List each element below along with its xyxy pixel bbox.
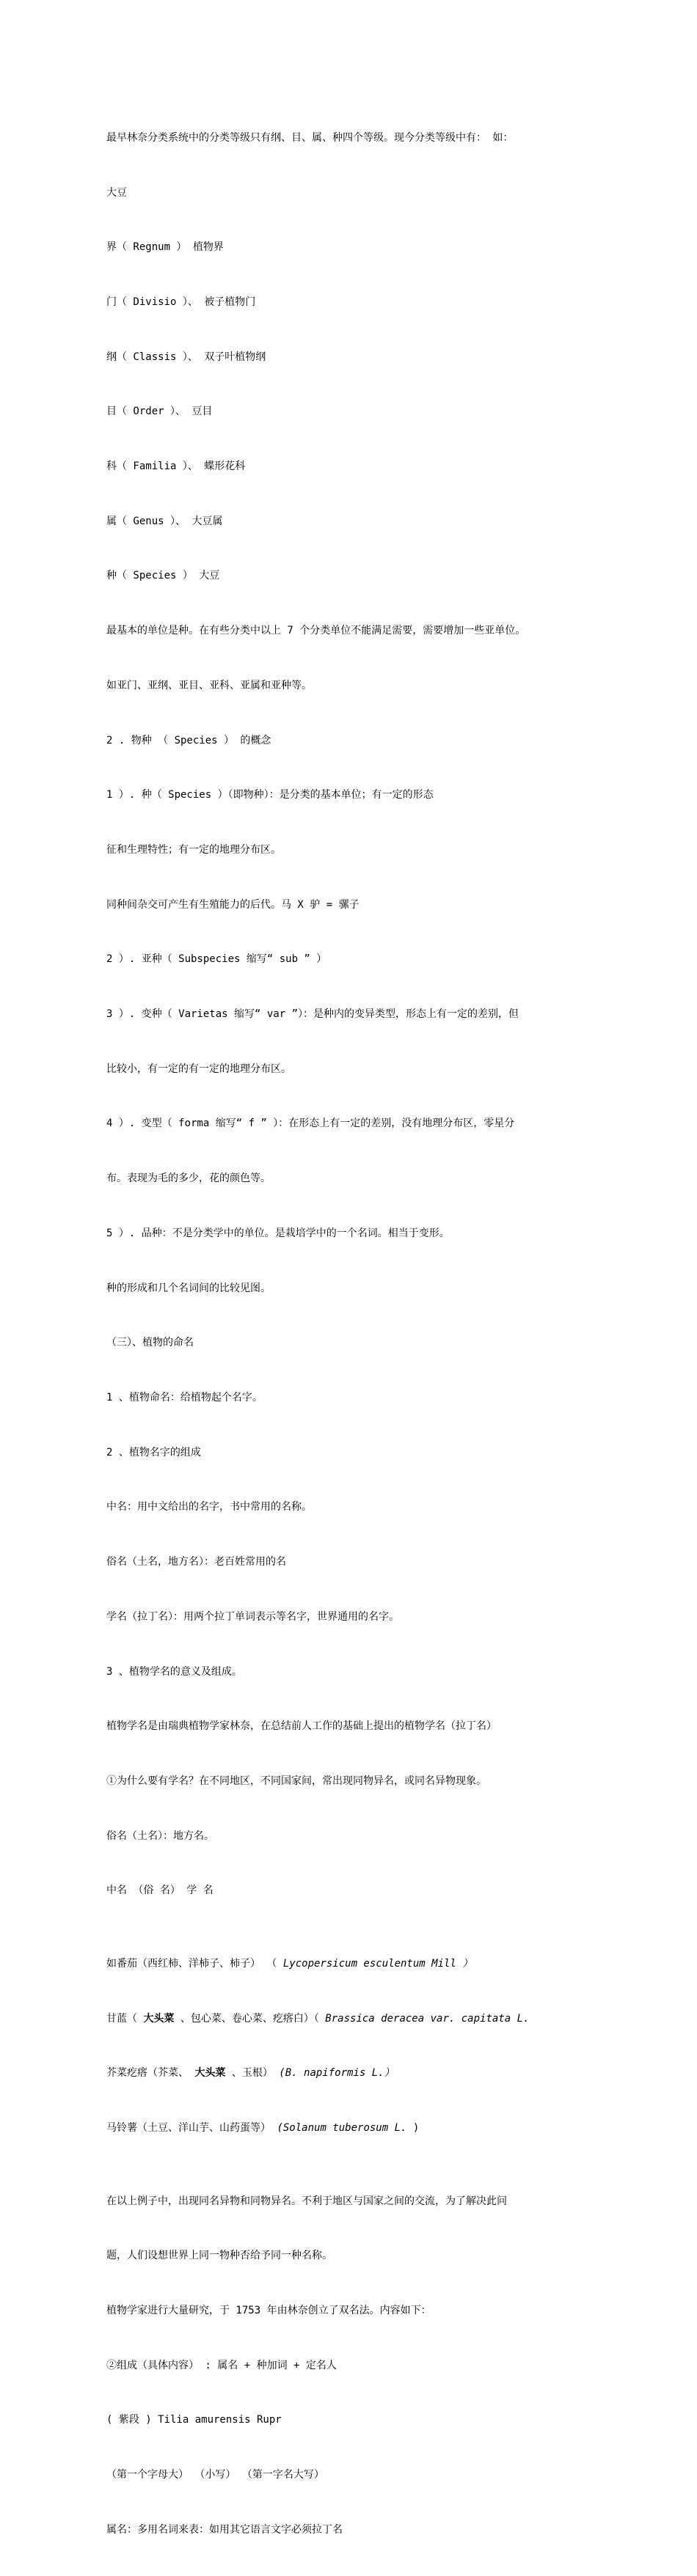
common-name: 芥菜疙瘩（芥菜、 [106, 2067, 195, 2080]
closing-paren: ) [406, 2122, 420, 2135]
text-line: 大豆 [106, 186, 127, 199]
text-line: 中名 （俗 名） 学 名 [106, 1885, 214, 1897]
text-line: 最基本的单位是种。在有些分类中以上 7 个分类单位不能满足需要，需要增加一些亚单位。 [106, 625, 526, 637]
common-name: 、包心菜、卷心菜、疙瘩白）（ [174, 2012, 326, 2025]
text-line: 题，人们设想世界上同一物种否给予同一种名称。 [106, 2250, 332, 2262]
text-line: 1 、植物命名：给植物起个名字。 [106, 1391, 263, 1403]
document-body [106, 92, 605, 2576]
text-line: 目（ Order ）、 豆目 [106, 406, 213, 418]
text-line: （第一个字母大） （小写） （第一字名大写） [106, 2469, 324, 2481]
text-line: 属名：多用名词来表：如用其它语言文字必须拉丁名 [106, 2523, 343, 2536]
latin-name: Lycopersicum esculentum Mill ） [282, 1957, 473, 1970]
text-line: 种（ Species ） 大豆 [106, 570, 220, 582]
text-line: 种的形成和几个名词间的比较见图。 [106, 1282, 271, 1294]
example-mustard [106, 2064, 605, 2083]
text-line: 2 ）. 亚种（ Subspecies 缩写“ sub ” ） [106, 953, 327, 966]
text-line: 如亚门、亚纲、亚目、亚科、亚属和亚种等。 [106, 679, 312, 691]
text-line: 2 、植物名字的组成 [106, 1446, 201, 1458]
text-line: 科（ Familia ）、 蝶形花科 [106, 460, 246, 473]
text-line: 布。表现为毛的多少，花的颜色等。 [106, 1173, 271, 1185]
text-line: ②组成（具体内容） : 属名 + 种加词 + 定名人 [106, 2359, 337, 2371]
text-line: 同种间杂交可产生有生殖能力的后代。马 X 驴 = 骡子 [106, 898, 360, 911]
text-line: 植物学名是由瑞典植物学家林奈，在总结前人工作的基础上提出的植物学名（拉丁名） [106, 1720, 497, 1733]
example-potato [106, 2119, 605, 2138]
bold-term: 大头菜 [194, 2067, 226, 2080]
text-line: 比较小，有一定的有一定的地理分布区。 [106, 1063, 291, 1075]
common-name: 甘蓝（ [106, 2012, 144, 2025]
latin-name: (B. napiformis L.） [279, 2067, 395, 2080]
text-line: 属（ Genus ）、 大豆属 [106, 515, 223, 527]
text-line: 纲（ Classis ）、 双子叶植物纲 [106, 351, 266, 363]
text-line: 4 ）. 变型（ forma 缩写“ f ” ）：在形态上有一定的差别，没有地理分布区，零星分 [106, 1118, 515, 1130]
text-line: 中名：用中文给出的名字，书中常用的名称。 [106, 1501, 312, 1513]
common-name: 如番茄（西红柿、洋柿子、柿子） （ [106, 1957, 283, 1970]
latin-name: (Solanum tuberosum L. [277, 2122, 407, 2135]
example-tomato [106, 1955, 605, 1973]
text-line: ( 紫段 ) Tilia amurensis Rupr [106, 2414, 282, 2426]
section-heading: 2 . 物种 （ Species ） 的概念 [106, 734, 271, 746]
text-line: 学名（拉丁名）：用两个拉丁单词表示等名字，世界通用的名字。 [106, 1610, 399, 1623]
text-line: 植物学家进行大量研究，于 1753 年由林奈创立了双名法。内容如下： [106, 2305, 431, 2317]
text-line: 3 、植物学名的意义及组成。 [106, 1665, 242, 1678]
example-cabbage [106, 2010, 605, 2028]
text-line: 在以上例子中，出现同名异物和同物异名。不利于地区与国家之间的交流，为了解决此问 [106, 2195, 507, 2207]
common-name: 、玉根） [225, 2067, 280, 2080]
section-heading: （三）、植物的命名 [106, 1337, 194, 1349]
text-line: 最早林奈分类系统中的分类等级只有纲、目、属、种四个等级。现今分类等级中有： 如： [106, 131, 514, 144]
text-line: 5 ）. 品种：不是分类学中的单位。是栽培学中的一个名词。相当于变形。 [106, 1227, 450, 1239]
text-line: 1 ）. 种（ Species ）（即物种）：是分类的基本单位；有一定的形态 [106, 789, 434, 801]
text-line: 界（ Regnum ） 植物界 [106, 241, 224, 254]
text-line: 俗名（土名）：地方名。 [106, 1830, 214, 1842]
text-line: 门（ Divisio ）、 被子植物门 [106, 296, 256, 308]
common-name: 马铃薯（土豆、洋山芋、山药蛋等） [106, 2122, 277, 2135]
bold-term: 大头菜 [143, 2012, 175, 2025]
text-line: 征和生理特性；有一定的地理分布区。 [106, 843, 281, 856]
text-line: ①为什么要有学名？在不同地区，不同国家间，常出现同物异名，或同名异物现象。 [106, 1775, 486, 1787]
text-line: 俗名（土名，地方名）：老百姓常用的名 [106, 1556, 286, 1568]
latin-name: Brassica deracea var. capitata L. [325, 2012, 530, 2025]
text-line: 3 ）. 变种（ Varietas 缩写“ var ”）：是种内的变异类型，形态上有一定的差别，但 [106, 1008, 519, 1021]
